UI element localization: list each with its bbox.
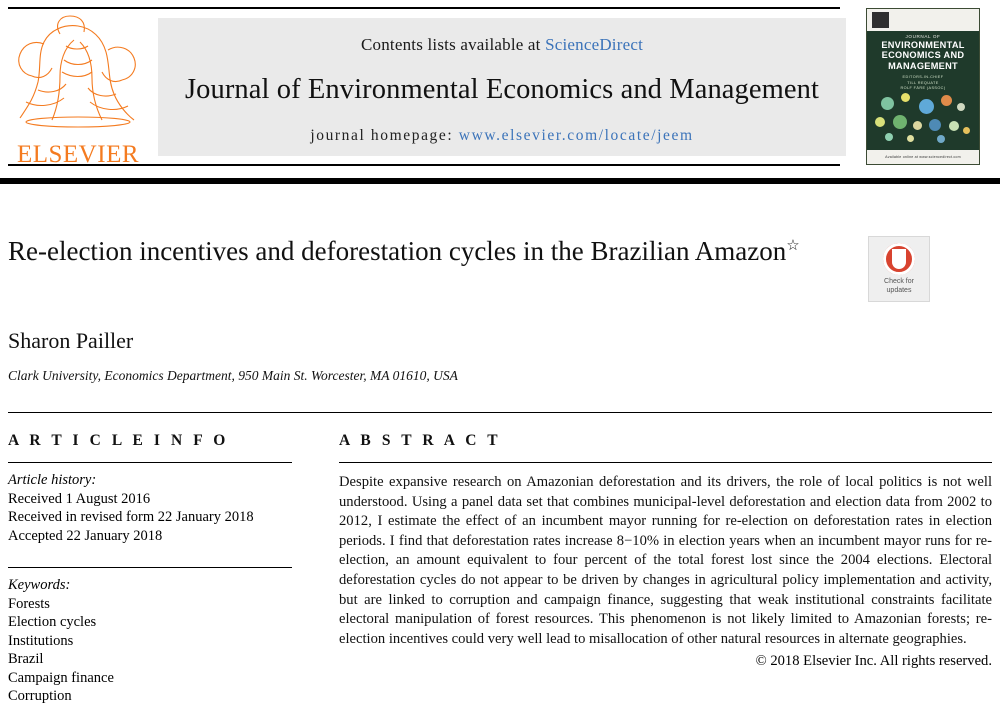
keyword-item: Campaign finance [8, 669, 114, 686]
elsevier-wordmark: ELSEVIER [16, 141, 140, 168]
content-divider-rule [8, 412, 992, 413]
cover-artwork [867, 93, 979, 145]
cover-footer-text: Available online at www.sciencedirect.com [867, 150, 979, 164]
info-spacer [8, 545, 292, 567]
crossmark-label-line-1: Check for [884, 278, 914, 285]
abstract-column [339, 432, 992, 671]
article-info-column [8, 432, 292, 706]
masthead-top-rule [8, 7, 840, 9]
cover-top-label: JOURNAL OF [905, 34, 941, 39]
journal-title: Journal of Environmental Economics and Management [184, 74, 820, 105]
cover-top-strip [867, 9, 979, 31]
masthead-center-band [158, 18, 846, 156]
author-affiliation: Clark University, Economics Department, 950 Main St. Worcester, MA 01610, USA [8, 368, 458, 383]
crossmark-label-line-2: updates [886, 287, 912, 294]
abstract-text: Despite expansive research on Amazonian deforestation and its drivers, the role of local politics is not well understood. Using a panel data set that combines municipal-level deforestation and election data from 2002 to 2012, I estimate the effect of an incumbent mayor running for re-election on deforestation rates in election periods. I find that deforestation rates increase 8−10% in election years when an incumbent mayor runs for re-election, an amount equivalent to four percent of the total forest lost since the 2004 elections. Electoral deforestation cycles do not appear to be driven by changes in agricultural policy implementation and activity, but are linked to corruption and campaign finance, suggesting that weak institutional constraints facilitate electoral manipulation of forest resources. This phenomenon is not likely limited to Amazonian forests; re-election incentives could very well lead to misallocation of other natural resources in alternate geographies. [339, 474, 992, 647]
homepage-url-link[interactable]: www.elsevier.com/locate/jeem [458, 127, 694, 144]
journal-homepage-line [158, 127, 846, 145]
homepage-prefix: journal homepage: [310, 127, 459, 144]
keyword-item: Forests [8, 595, 50, 612]
cover-line-3: MANAGEMENT [888, 60, 958, 71]
author-name: Sharon Pailler [8, 328, 134, 353]
keyword-item: Brazil [8, 651, 44, 667]
masthead-black-bar [0, 178, 1000, 184]
cover-title-block [867, 33, 979, 71]
crossmark-label [869, 277, 929, 295]
cover-editor-1: TILL REQUATE [907, 80, 939, 85]
article-history-revised: Received in revised form 22 January 2018 [8, 509, 254, 525]
title-footnote-marker: ☆ [786, 238, 800, 254]
copyright-line: © 2018 Elsevier Inc. All rights reserved. [755, 653, 992, 670]
cover-editor-2: ROLF FÄRE (ASSOC) [900, 86, 946, 91]
elsevier-tree-icon [8, 10, 148, 128]
journal-cover-thumbnail[interactable] [866, 8, 980, 165]
keywords-label: Keywords: [8, 577, 71, 593]
article-history-label: Article history: [8, 472, 97, 488]
elsevier-logo[interactable] [8, 10, 148, 168]
article-info-rule [8, 462, 292, 463]
contents-available-line [158, 35, 846, 55]
journal-masthead [0, 0, 1000, 170]
title-block [8, 228, 848, 269]
abstract-heading: A B S T R A C T [339, 432, 502, 449]
keyword-item: Corruption [8, 688, 72, 704]
cover-editors-block [867, 75, 979, 92]
crossmark-check-for-updates-badge[interactable] [868, 236, 930, 302]
sciencedirect-link[interactable]: ScienceDirect [545, 35, 643, 54]
keywords-rule [8, 567, 292, 568]
keyword-item: Institutions [8, 632, 74, 649]
cover-editors-label: EDITORS-IN-CHIEF [902, 75, 944, 79]
paper-title-text: Re-election incentives and deforestation cycles in the Brazilian Amazon [8, 236, 787, 266]
crossmark-ring-icon [883, 243, 915, 275]
contents-prefix: Contents lists available at [360, 35, 546, 54]
keyword-item: Election cycles [8, 614, 97, 630]
article-history-accepted: Accepted 22 January 2018 [8, 527, 163, 544]
cover-line-1: ENVIRONMENTAL [881, 40, 965, 50]
abstract-rule [339, 462, 992, 463]
article-history-received: Received 1 August 2016 [8, 490, 151, 507]
cover-line-2: ECONOMICS AND [881, 50, 965, 61]
cover-publisher-mark-icon [872, 12, 889, 28]
article-info-heading: A R T I C L E I N F O [8, 432, 229, 449]
page-title [8, 228, 848, 269]
